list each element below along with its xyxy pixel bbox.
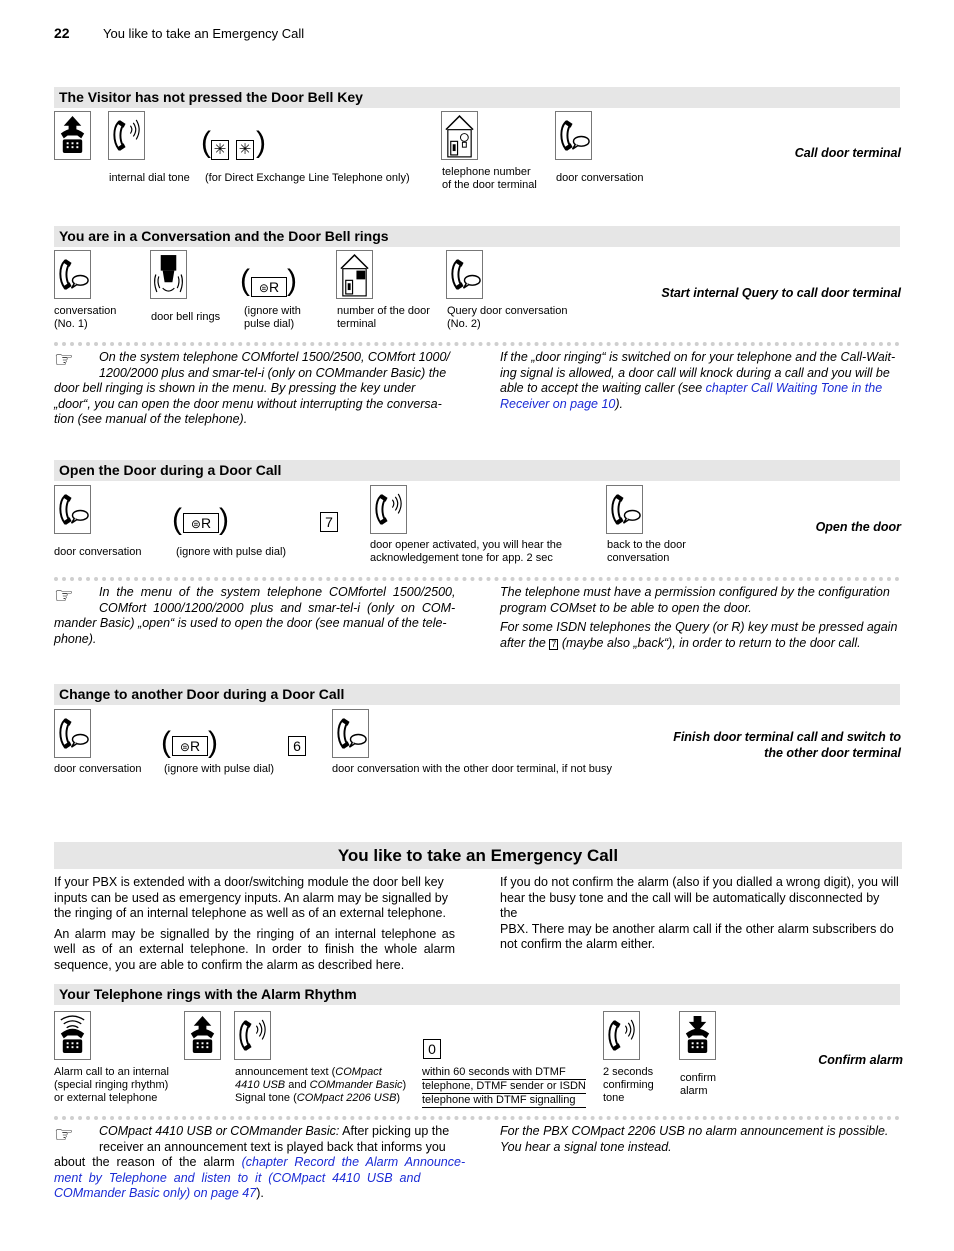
pointing-hand-icon: ☞ [54,347,74,372]
door-house-icon [441,111,478,160]
section-title: Change to another Door during a Door Call [59,686,345,702]
caption-line: (No. 1) [54,318,88,330]
section-visitor-no-bell [54,87,900,108]
ringing-phone-icon [54,1011,91,1060]
caption-within-60s [422,1066,586,1108]
bracket-close: ) [287,264,297,297]
caption-line: pulse dial) [244,318,295,330]
caption-line: telephone number [442,166,531,178]
link-call-waiting[interactable]: Receiver on page 10 [500,396,616,411]
note-permission [500,585,900,651]
caption-back-conversation [607,539,686,565]
note-line [500,397,900,413]
note-line [500,636,900,652]
note-line: phone). [54,631,97,646]
caption-line [235,1079,406,1092]
text-line: hear the busy tone and the call will be automatically disconnected by the [500,890,880,920]
note-line: program COMset to be able to open the door. [500,600,752,615]
caption-door-bell-rings: door bell rings [151,311,221,323]
caption-line: alarm [680,1085,708,1097]
star-key-icon: ✳ [236,140,254,160]
caption-confirming-tone [603,1066,654,1105]
note-line: In the menu of the system telephone COMfortel 1500/2500, [99,585,456,599]
action-confirm-alarm: Confirm alarm [818,1053,903,1067]
text-line: If your PBX is extended with a door/switching module the door bell key [54,875,444,889]
note-text: after the [500,635,550,650]
action-open-door: Open the door [815,520,901,534]
action-start-query: Start internal Query to call door terminal [661,286,901,300]
dial-tone-handset-icon [108,111,145,160]
bracket-open: ( [161,726,171,759]
door-house-icon [336,250,373,299]
note-announcement [54,1124,466,1202]
star-key-icon: ✳ [211,140,229,160]
note-line [54,1186,455,1202]
caption-door-number [442,166,537,192]
note-line: mander Basic) „open“ is used to open the door (see manual of the tele- [54,616,447,630]
note-line: For the PBX COMpact 2206 USB no alarm announcement is possible. [500,1124,889,1138]
bracket-close: ) [208,726,218,759]
chapter-title: You like to take an Emergency Call [337,846,619,865]
caption-text: COMpact 2206 USB [296,1092,397,1104]
note-open-menu [54,585,455,647]
note-line: receiver an announcement text is played back that informs you [99,1139,446,1154]
note-text: After picking up the [339,1124,450,1138]
divider [54,342,900,346]
note-line: ing signal is allowed, a door call will knock during a call and you will be [500,365,890,380]
action-line: the other door terminal [764,746,901,760]
caption-query-door [447,305,567,331]
note-line [54,1155,466,1171]
caption-line: (ignore with [244,305,301,317]
query-r-key-icon: ⊜R [183,513,219,533]
divider [54,577,900,581]
conversation-handset-icon [54,485,91,534]
caption-conversation-1 [54,305,116,331]
caption-text: ) [396,1092,401,1104]
caption-line: Alarm call to an internal [54,1066,169,1078]
caption-door-conversation: door conversation [54,763,142,775]
caption-text: COMmander Basic [309,1079,403,1091]
bracket-close: ) [219,503,229,536]
caption-line: number of the door [337,305,430,317]
note-text: (maybe also „back“), in order to return to the door call. [558,635,861,650]
digit-0-key: 0 [423,1039,441,1059]
section-change-door [54,684,900,705]
link-record-alarm[interactable]: ment by Telephone and listen to it (COMpact 4410 USB and [54,1170,421,1185]
caption-alarm-call [54,1066,169,1105]
pointing-hand-icon: ☞ [54,583,74,608]
door-bell-ringing-icon [150,250,187,299]
conversation-handset-icon [332,709,369,758]
note-text: about the reason of the alarm [54,1155,242,1169]
caption-text: ) [402,1079,407,1091]
caption-door-opener [370,539,562,565]
note-door-ringing [500,350,900,412]
text-line: the ringing of an internal telephone as well as of an external telephone. [54,906,446,920]
caption-line: tone [603,1092,625,1104]
caption-ignore-pulse: (ignore with pulse dial) [164,763,275,775]
conversation-handset-icon [555,111,592,160]
caption-other-door: door conversation with the other door terminal, if not busy [332,763,613,775]
emergency-intro-right [500,875,900,953]
caption-line [235,1092,406,1105]
note-text: COMpact 4410 USB or COMmander Basic: [99,1124,340,1138]
section-conversation-doorbell [54,226,900,247]
note-door-menu [54,347,455,428]
conversation-handset-icon [54,250,91,299]
caption-line: within 60 seconds with DTMF [422,1066,586,1080]
text-line: not confirm the alarm either. [500,937,655,951]
conversation-handset-icon [54,709,91,758]
caption-text: COMpact [335,1066,382,1078]
note-line: 1200/2000 plus and smar-tel-i (only on COMmander Basic) the [99,365,447,380]
text-line: well as of an external telephone. In order to finish the whole alarm [54,942,455,956]
tone-handset-icon [234,1011,271,1060]
bracket-open: ( [240,264,250,297]
page-number: 22 [54,25,70,41]
tone-handset-icon [370,485,407,534]
bracket-open: ( [172,503,182,536]
caption-line: (special ringing rhythm) [54,1079,169,1091]
action-line: Finish door terminal call and switch to [673,730,901,744]
caption-line: acknowledgement tone for app. 2 sec [370,552,553,564]
bracket-open: ( [201,126,211,159]
action-call-door-terminal: Call door terminal [794,146,901,160]
caption-number-door [337,305,430,331]
note-line: door bell ringing is shown in the menu. By pressing the key under [54,381,416,395]
caption-line: (No. 2) [447,318,481,330]
link-record-alarm[interactable]: COMmander Basic only) on page 47 [54,1186,257,1200]
section-title: You are in a Conversation and the Door Bell rings [59,228,389,244]
note-line: COMfort 1000/1200/2000 plus and smar-tel-i (only on COM- [99,600,456,615]
caption-ignore-pulse: (ignore with pulse dial) [176,546,287,558]
caption-line: confirm [680,1072,717,1084]
caption-line: of the door terminal [442,179,537,191]
tone-handset-icon [603,1011,640,1060]
divider [54,1116,900,1120]
caption-text: announcement text ( [235,1066,336,1078]
chapter-heading [54,842,902,869]
text-line: An alarm may be signalled by the ringing of an internal telephone as [54,926,455,941]
pointing-hand-icon: ☞ [54,1122,74,1147]
emergency-intro-left [54,875,455,973]
caption-line: 2 seconds [603,1066,654,1078]
digit-7-key: 7 [320,512,338,532]
note-line: The telephone must have a permission configured by the configuration [500,585,890,599]
note-text: ). [256,1186,264,1200]
caption-line: telephone, DTMF sender or ISDN [422,1080,586,1092]
text-line: sequence, you are able to confirm the alarm as described here. [54,957,405,972]
digit-7-key-small: 7 [551,638,557,649]
caption-line: back to the door [607,539,686,551]
caption-line: conversation [607,552,670,564]
digit-6-key: 6 [288,736,306,756]
note-line [54,1124,455,1140]
note-line: On the system telephone COMfortel 1500/2500, COMfort 1000/ [99,350,450,364]
note-line: „door“, you can open the door menu without interrupting the conversa- [54,396,442,411]
query-r-key-icon: ⊜R [172,736,208,756]
action-switch-door [673,729,901,761]
note-text: able to accept the waiting caller (see [500,381,706,395]
note-line [500,381,900,397]
caption-internal-dial-tone: internal dial tone [109,172,190,184]
section-alarm-rhythm [54,984,900,1005]
section-title: The Visitor has not pressed the Door Bell Key [59,89,363,105]
text-line: inputs can be used as emergency inputs. An alarm may be signalled by [54,890,448,905]
lift-handset-icon [184,1011,221,1060]
caption-line: door opener activated, you will hear the [370,539,563,551]
note-line: tion (see manual of the telephone). [54,412,248,426]
section-title: Open the Door during a Door Call [59,462,282,478]
caption-line: confirming [603,1079,654,1091]
note-line: For some ISDN telephones the Query (or R) key must be pressed again [500,620,898,634]
running-header: You like to take an Emergency Call [103,26,305,41]
section-open-door [54,460,900,481]
caption-door-conversation: door conversation [54,546,142,558]
caption-announcement [235,1066,406,1105]
link-record-alarm[interactable]: (chapter Record the Alarm Announce- [241,1155,466,1169]
caption-line: Query door conversation [447,305,568,317]
note-line: You hear a signal tone instead. [500,1139,672,1154]
note-line: If the „door ringing“ is switched on for your telephone and the Call-Wait- [500,350,896,364]
conversation-handset-icon [446,250,483,299]
text-line: If you do not confirm the alarm (also if you dialled a wrong digit), you will [500,875,899,889]
caption-door-conversation: door conversation [556,172,644,184]
caption-confirm-alarm [680,1072,716,1098]
conversation-handset-icon [606,485,643,534]
section-title: Your Telephone rings with the Alarm Rhythm [59,986,357,1002]
caption-line: terminal [337,318,377,330]
caption-text: 4410 USB [235,1079,286,1091]
text-line: PBX. There may be another alarm call if the other alarm subscribers do [500,921,894,936]
caption-text: Signal tone ( [235,1092,297,1104]
caption-ignore-pulse [244,305,301,331]
link-call-waiting[interactable]: chapter Call Waiting Tone in the [705,381,883,395]
note-text: ). [615,396,623,411]
caption-direct-exchange: (for Direct Exchange Line Telephone only) [205,172,410,184]
caption-line [235,1066,406,1079]
caption-line: telephone with DTMF signalling [422,1094,586,1108]
note-no-announcement [500,1124,902,1155]
caption-line: or external telephone [54,1092,158,1104]
caption-line: conversation [54,305,117,317]
caption-text: and [285,1079,310,1091]
hang-up-icon [679,1011,716,1060]
bracket-close: ) [256,126,266,159]
lift-handset-icon [54,111,91,160]
query-r-key-icon: ⊜R [251,277,287,297]
